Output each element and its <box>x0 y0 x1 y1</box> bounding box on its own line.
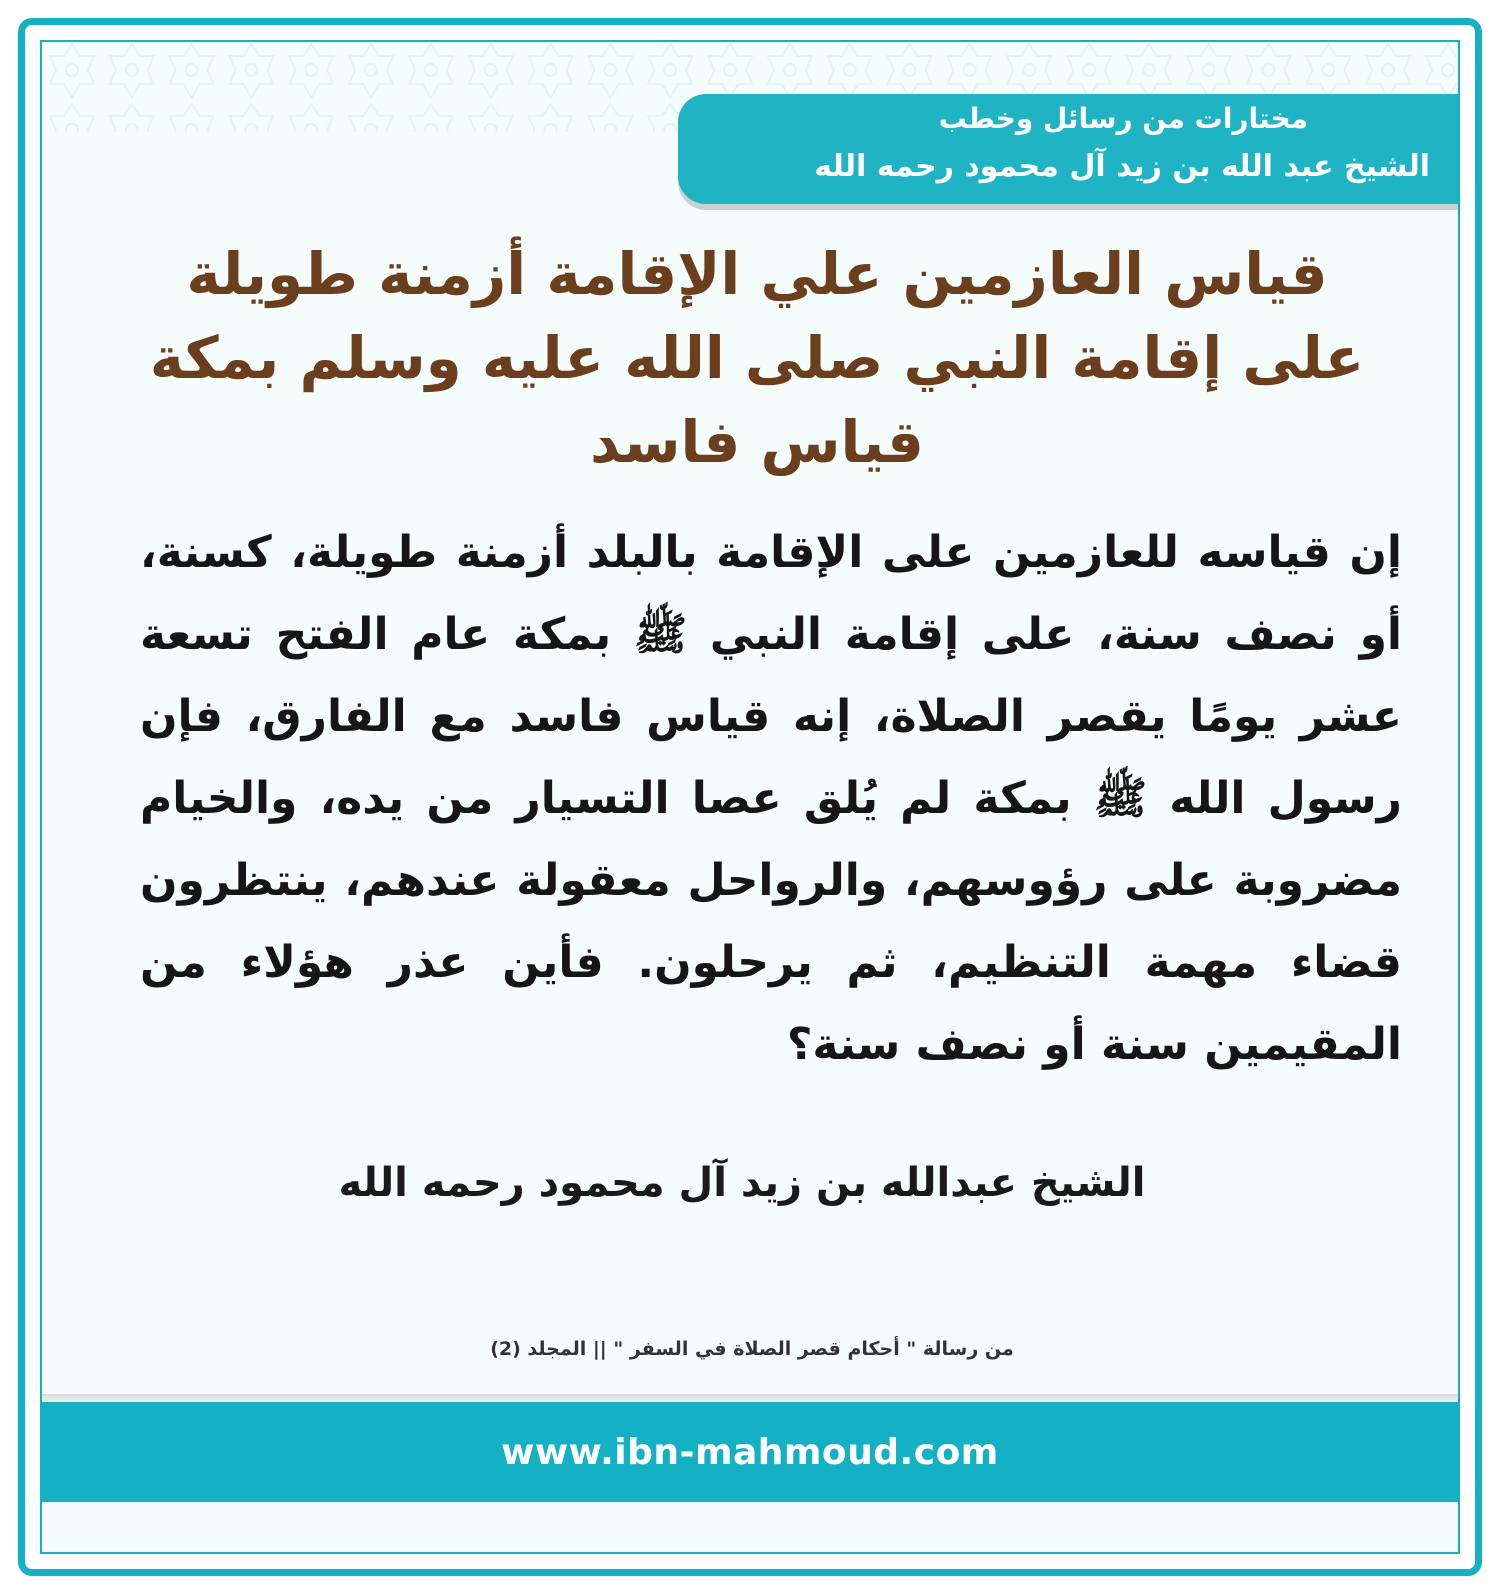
article-body: إن قياسه للعازمين على الإقامة بالبلد أزمنة طويلة، كسنة، أو نصف سنة، على إقامة النبي ﷺ بمكة عام الفتح تسعة عشر يومًا يقصر الصلاة، إنه قياس فاسد مع الفارق، فإن رسول الله ﷺ بمكة لم يُلق عصا التسيار من يده، والخيام مضروبة على رؤوسهم، والرواحل معقولة عندهم، ينتظرون قضاء مهمة التنظيم، ثم يرحلون. فأين عذر هؤلاء من المقيمين سنة أو نصف سنة؟ <box>140 527 1402 1070</box>
article-title: قياس العازمين علي الإقامة أزمنة طويلة على إقامة النبي صلى الله عليه وسلم بمكة قياس فاسد <box>149 240 1365 476</box>
header-banner <box>678 94 1458 204</box>
author-signature: الشيخ عبدالله بن زيد آل محمود رحمه الله <box>338 1160 1146 1206</box>
card <box>40 40 1460 1554</box>
author-name-header: الشيخ عبد الله بن زيد آل محمود رحمه الله <box>814 149 1430 184</box>
website-link[interactable]: www.ibn-mahmoud.com <box>501 1432 999 1473</box>
series-title: مختارات من رسائل وخطب <box>938 102 1308 135</box>
footer-banner <box>42 1402 1458 1502</box>
source-citation: من رسالة " أحكام قصر الصلاة في السفر " || المجلد (2) <box>490 1338 1014 1360</box>
divider <box>42 1394 1458 1402</box>
